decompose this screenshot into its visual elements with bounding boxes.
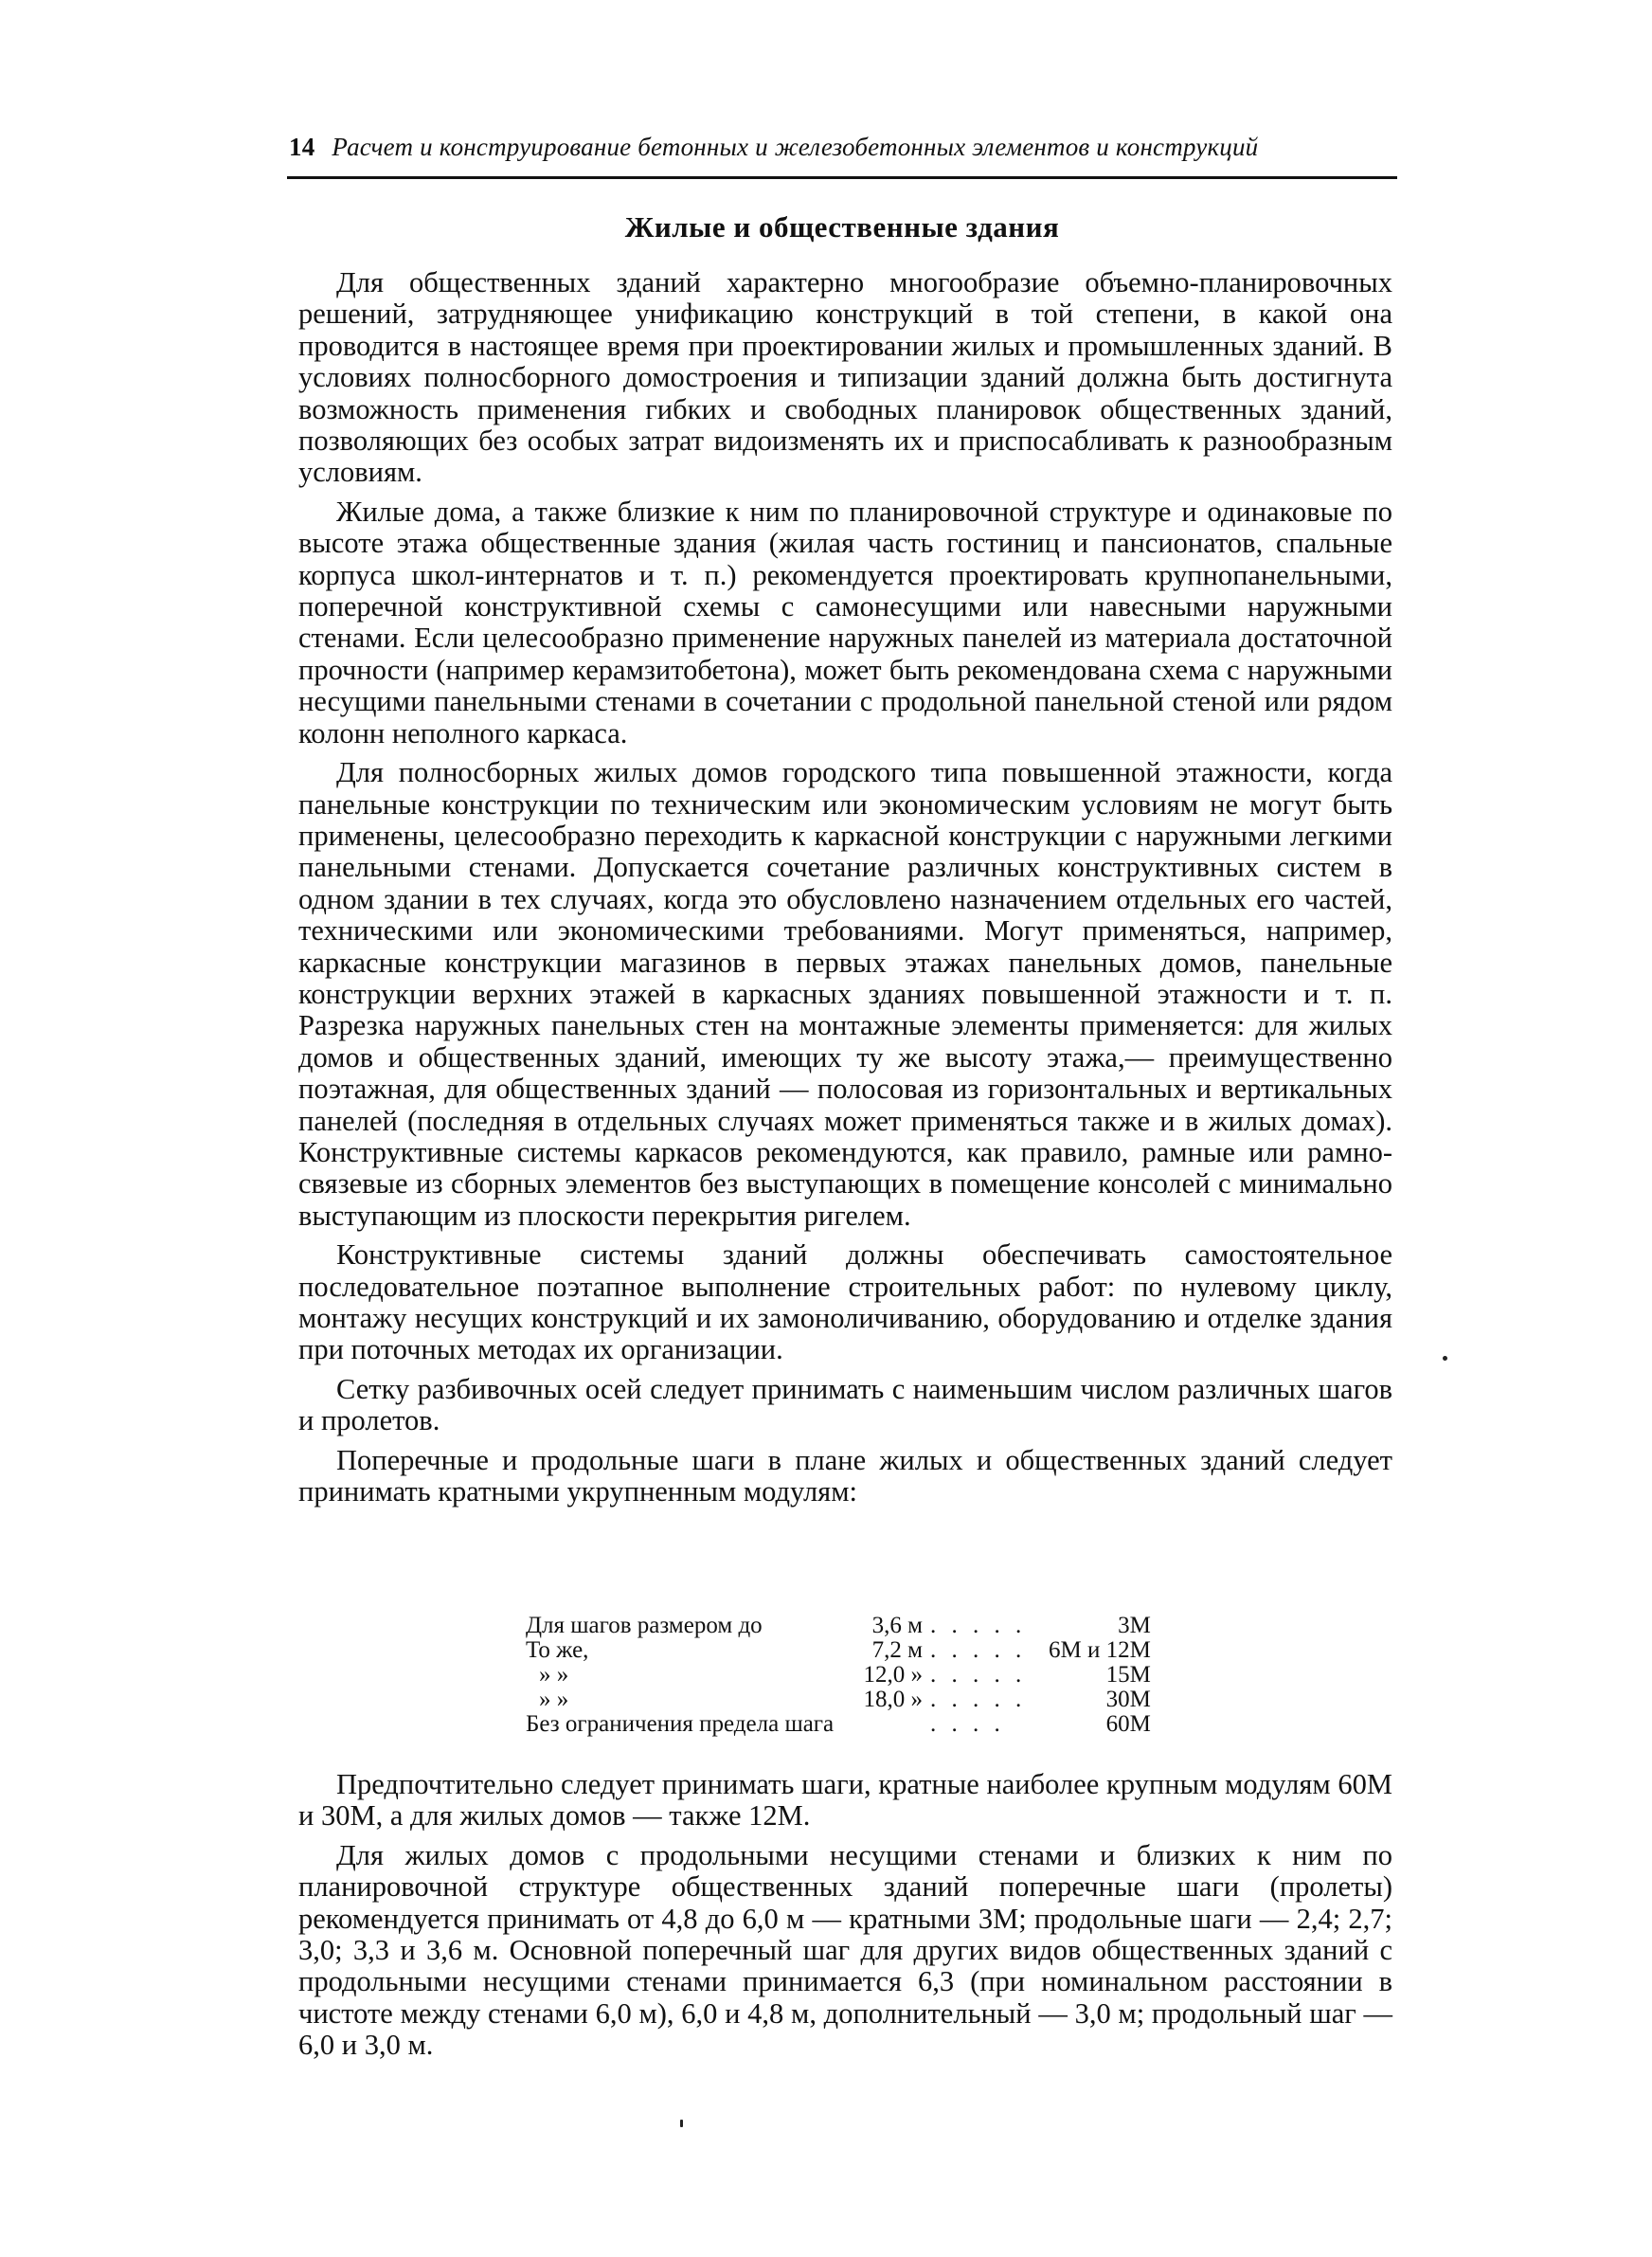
row-size: 3,6 м	[871, 1613, 923, 1638]
scan-speck	[1443, 1356, 1447, 1361]
closing-text	[298, 1769, 1392, 2069]
row-module: 30М	[1105, 1687, 1151, 1712]
row-leader: . . . . .	[930, 1662, 1027, 1688]
table-row	[526, 1712, 1151, 1737]
row-label: То же,	[526, 1637, 589, 1663]
paragraph-7: Предпочтительно следует принимать шаги, кратные наиболее крупным модулям 60М и 30М, а для жилых домов — также 12М.	[298, 1768, 1392, 1833]
row-size: 12,0 »	[863, 1662, 923, 1688]
table-row	[526, 1614, 1151, 1638]
modules-table	[526, 1614, 1151, 1737]
row-leader: . . . . .	[930, 1687, 1027, 1712]
paragraph-6: Поперечные и продольные шаги в плане жилых и общественных зданий следует принимать кратными укрупненным модулям:	[298, 1443, 1392, 1508]
row-module: 15М	[1105, 1662, 1151, 1688]
scan-speck	[680, 2120, 683, 2127]
row-label: » »	[539, 1687, 569, 1712]
row-leader: . . . . .	[930, 1637, 1027, 1663]
table-row	[526, 1688, 1151, 1712]
row-module: 3М	[1118, 1613, 1151, 1638]
paragraph-2: Жилые дома, а также близкие к ним по планировочной структуре и одинаковые по высоте этажа общественные здания (жилая часть гостиниц и пансионатов, спальные корпуса школ-интернатов и т. п.) рекомендуется проектировать крупнопанельными, поперечной конструктивной схемы с самонесущими или навесными наружными стенами. Если целесообразно применение наружных панелей из материала достаточной прочности (например керамзитобетона), может быть рекомендована схема с наружными несущими панельными стенами в сочетании с продольной панельной стеной или рядом колонн неполного каркаса.	[298, 495, 1392, 749]
paragraph-3: Для полносборных жилых домов городского типа повышенной этажности, когда панельные конструкции по техническим или экономическим условиям не могут быть применены, целесообразно переходить к каркасной конструкции с наружными легкими панельными стенами. Допускается сочетание различных конструктивных систем в одном здании в тех случаях, когда это обусловлено назначением отдельных его частей, техническими или экономическими требованиями. Могут применяться, например, каркасные конструкции магазинов в первых этажах панельных домов, панельные конструкции верхних этажей в каркасных зданиях повышенной этажности и т. п. Разрезка наружных панельных стен на монтажные элементы применяется: для жилых домов и общественных зданий, имеющих ту же высоту этажа,— преимущественно поэтажная, для общественных зданий — полосовая из горизонтальных и вертикальных панелей (последняя в отдельных случаях может применяться также и в жилых домах). Конструктивные системы каркасов рекомендуются, как правило, рамные или рамно-связевые из сборных элементов без выступающих в помещение консолей с минимально выступающим из плоскости перекрытия ригелем.	[298, 756, 1392, 1232]
row-size: 7,2 м	[871, 1637, 923, 1663]
header-rule	[287, 176, 1397, 179]
paragraph-8: Для жилых домов с продольными несущими стенами и близких к ним по планировочной структуре общественных зданий поперечные шаги (пролеты) рекомендуется принимать от 4,8 до 6,0 м — кратными 3М; продольные шаги — 2,4; 2,7; 3,0; 3,3 и 3,6 м. Основной поперечный шаг для других видов общественных зданий с продольными несущими стенами принимается 6,3 (при номинальном расстоянии в чистоте между стенами 6,0 м), 6,0 и 4,8 м, дополнительный — 3,0 м; продольный шаг — 6,0 и 3,0 м.	[298, 1838, 1392, 2062]
row-module: 6М и 12М	[1049, 1637, 1151, 1663]
row-leader: . . . .	[930, 1711, 1005, 1737]
row-label: Для шагов размером до	[526, 1613, 763, 1638]
row-leader: . . . . .	[930, 1613, 1027, 1638]
paragraph-1: Для общественных зданий характерно многообразие объемно-планировочных решений, затрудняющее унификацию конструкций в той степени, в какой она проводится в настоящее время при проектировании жилых и промышленных зданий. В условиях полносборного домостроения и типизации зданий должна быть достигнута возможность применения гибких и свободных планировок общественных зданий, позволяющих без особых затрат видоизменять их и приспосабливать к разнообразным условиям.	[298, 266, 1392, 489]
row-module: 60М	[1105, 1711, 1151, 1737]
section-title: Жилые и общественные здания	[624, 210, 1060, 244]
running-title: Расчет и конструирование бетонных и железобетонных элементов и конструкций	[332, 133, 1259, 161]
table-row	[526, 1638, 1151, 1663]
paragraph-5: Сетку разбивочных осей следует принимать с наименьшим числом различных шагов и пролетов.	[298, 1372, 1392, 1437]
row-label: » »	[539, 1662, 569, 1688]
running-head	[289, 133, 1397, 162]
main-text	[298, 267, 1392, 1515]
row-label: Без ограничения предела шага	[526, 1711, 835, 1737]
page-number: 14	[289, 133, 315, 161]
row-size: 18,0 »	[863, 1687, 923, 1712]
paragraph-4: Конструктивные системы зданий должны обеспечивать самостоятельное последовательное поэтапное выполнение строительных работ: по нулевому циклу, монтажу несущих конструкций и их замоноличиванию, оборудованию и отделке здания при поточных методах их организации.	[298, 1238, 1392, 1366]
table-row	[526, 1663, 1151, 1688]
